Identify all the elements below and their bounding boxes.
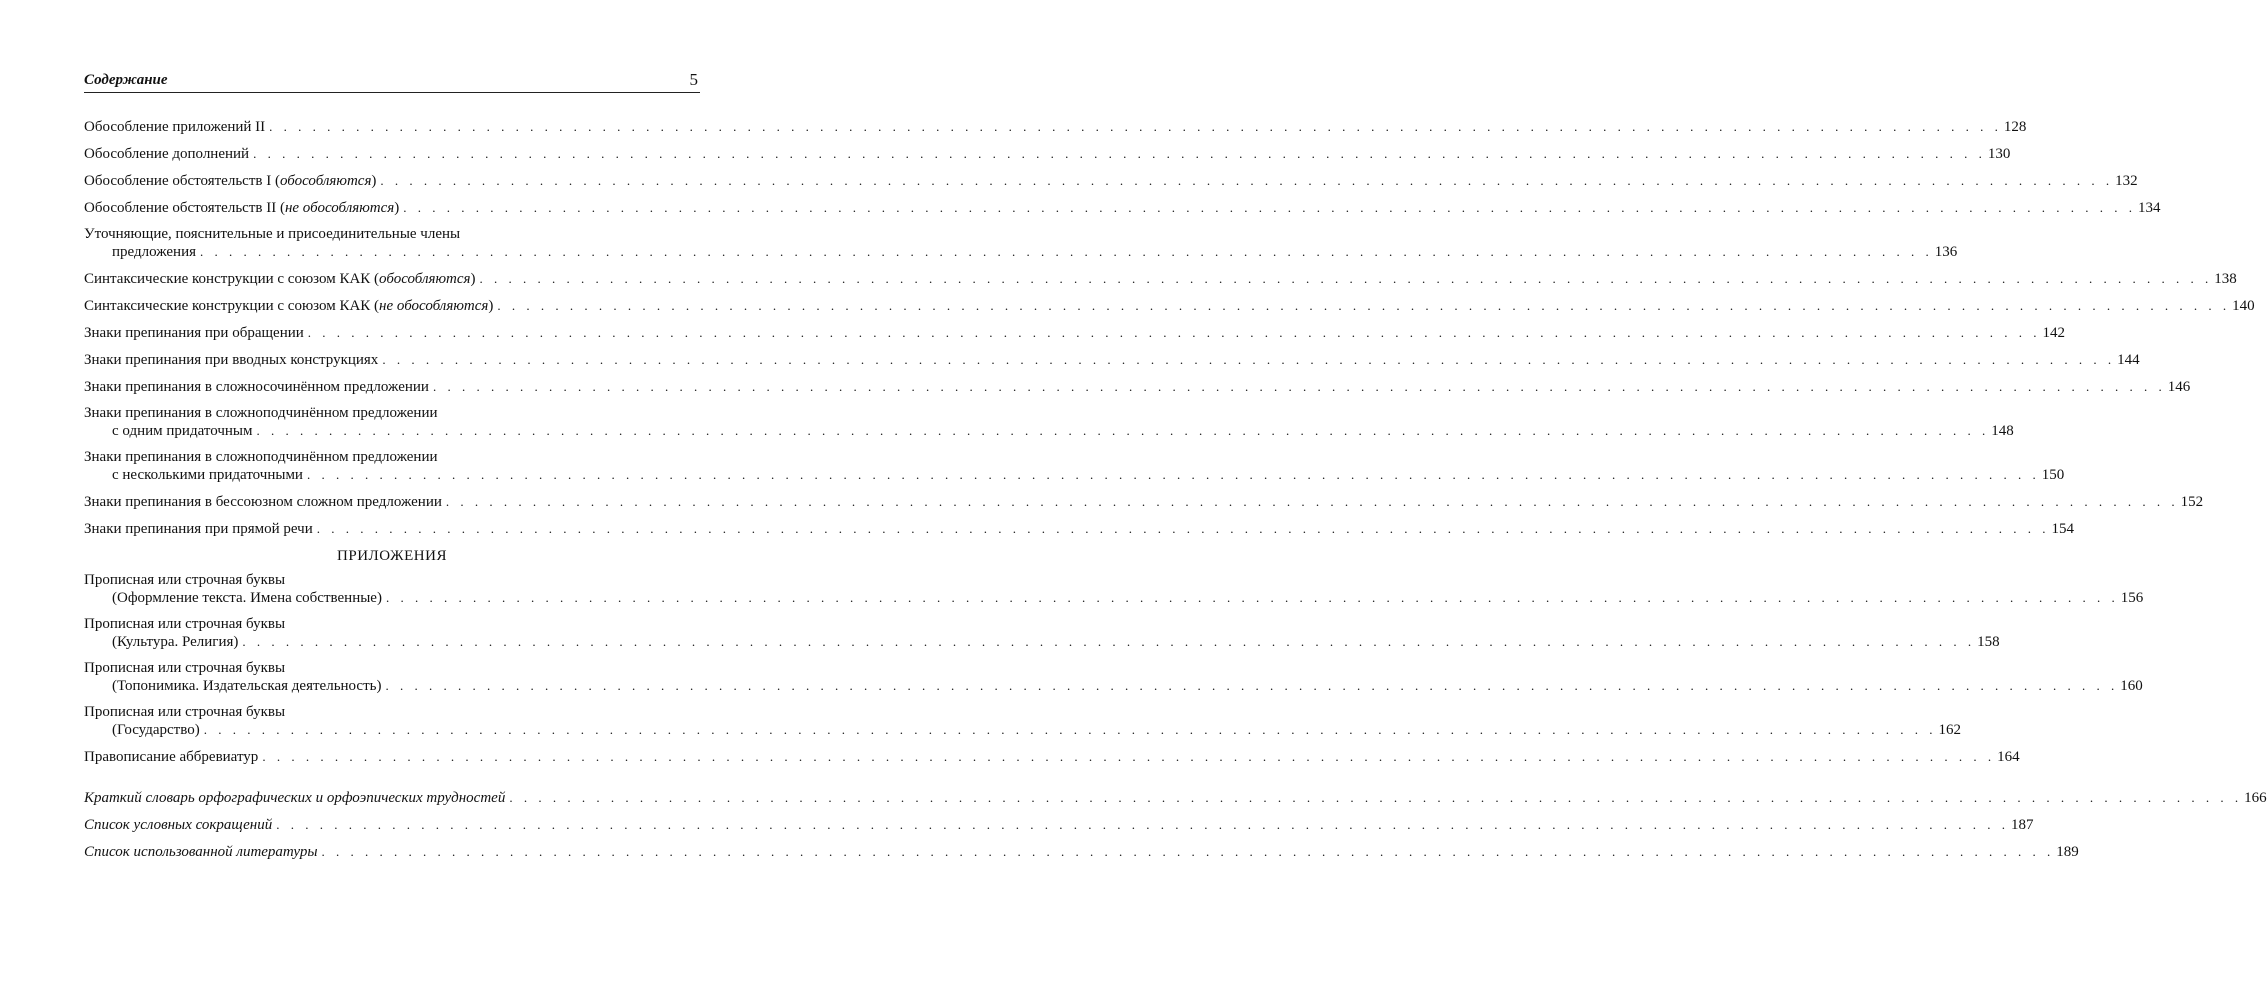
- title-emphasis: обособляются: [279, 173, 372, 189]
- toc-entry-title: Знаки препинания в сложносочинённом предложении: [84, 379, 429, 395]
- toc-entry-page: 130: [1987, 146, 2011, 162]
- toc-entry-title: Прописная или строчная буквы: [84, 660, 286, 676]
- header-page-number: 5: [689, 70, 698, 89]
- toc-entry[interactable]: [84, 790, 2267, 806]
- title-suffix: ): [488, 298, 494, 314]
- leader-dots: . . . . . . . . . . . . . . . . . . . . . . . . . . . . . . . . . . . . . . . . . . . . . . . . . . . . . . . . . . . . . . . . . . . . . . . . . . . . . . . . . . . . . . . . . . . . . . . . . . . . . . . . . . . . . . . . . . . . . . . .: [200, 244, 1933, 259]
- toc-entry[interactable]: [84, 572, 2144, 606]
- toc-entry-title: Правописание аббревиатур: [84, 749, 259, 765]
- toc-entry[interactable]: [84, 146, 2011, 162]
- toc-entry-page: 189: [2056, 844, 2079, 860]
- toc-entry[interactable]: [84, 521, 2074, 537]
- toc-entry-page: 164: [1997, 749, 2020, 765]
- leader-dots: . . . . . . . . . . . . . . . . . . . . . . . . . . . . . . . . . . . . . . . . . . . . . . . . . . . . . . . . . . . . . . . . . . . . . . . . . . . . . . . . . . . . . . . . . . . . . . . . . . . . . . . . . . . . . . . . . . . . . . . .: [385, 678, 2119, 693]
- toc-entry-page: 136: [1934, 244, 1958, 260]
- toc-entry[interactable]: [84, 660, 2143, 694]
- toc-entry-page: 140: [2232, 298, 2255, 314]
- leader-dots: . . . . . . . . . . . . . . . . . . . . . . . . . . . . . . . . . . . . . . . . . . . . . . . . . . . . . . . . . . . . . . . . . . . . . . . . . . . . . . . . . . . . . . . . . . . . . . . . . . . . . . . . . . . . . . . . . . . . . . . .: [253, 146, 1986, 161]
- toc-entry-title-continued: (Топонимика. Издательская деятельность): [112, 678, 382, 694]
- toc-entry-title-continued: с одним придаточным: [112, 423, 253, 439]
- toc-entry-title: [84, 174, 376, 189]
- toc-entry-title: [84, 201, 399, 216]
- toc-entry[interactable]: [84, 704, 1961, 738]
- toc-entry-title: [84, 272, 476, 287]
- leader-dots: . . . . . . . . . . . . . . . . . . . . . . . . . . . . . . . . . . . . . . . . . . . . . . . . . . . . . . . . . . . . . . . . . . . . . . . . . . . . . . . . . . . . . . . . . . . . . . . . . . . . . . . . . . . . . . . . . . . . . . . .: [203, 722, 1937, 737]
- title-emphasis: не обособляются: [379, 298, 489, 314]
- title-prefix: Обособление обстоятельств II (: [84, 200, 285, 216]
- toc-entry-page: 138: [2214, 271, 2237, 287]
- leader-dots: . . . . . . . . . . . . . . . . . . . . . . . . . . . . . . . . . . . . . . . . . . . . . . . . . . . . . . . . . . . . . . . . . . . . . . . . . . . . . . . . . . . . . . . . . . . . . . . . . . . . . . . . . . . . . . . . . . . . . . . .: [445, 494, 2179, 509]
- toc-entry[interactable]: [84, 352, 2140, 368]
- leader-dots: . . . . . . . . . . . . . . . . . . . . . . . . . . . . . . . . . . . . . . . . . . . . . . . . . . . . . . . . . . . . . . . . . . . . . . . . . . . . . . . . . . . . . . . . . . . . . . . . . . . . . . . . . . . . . . . . . . . . . . . .: [321, 844, 2055, 859]
- running-header: [84, 70, 700, 93]
- toc-entry-page: 144: [2117, 352, 2140, 368]
- toc-entry[interactable]: [84, 298, 2255, 314]
- toc-entry-page: 142: [2042, 325, 2066, 341]
- toc-entry[interactable]: [84, 749, 2020, 765]
- toc-entry-title: Список условных сокращений: [84, 817, 273, 833]
- toc-entry-page: 160: [2120, 678, 2143, 694]
- leader-dots: . . . . . . . . . . . . . . . . . . . . . . . . . . . . . . . . . . . . . . . . . . . . . . . . . . . . . . . . . . . . . . . . . . . . . . . . . . . . . . . . . . . . . . . . . . . . . . . . . . . . . . . . . . . . . . . . . . . . . . . .: [242, 634, 1976, 649]
- toc-entry-page: 162: [1938, 722, 1961, 738]
- header-title: Содержание: [84, 72, 168, 88]
- toc-entry-title: Прописная или строчная буквы: [84, 704, 286, 720]
- title-suffix: ): [371, 173, 377, 189]
- toc-entry-page: 128: [2003, 119, 2027, 135]
- toc-entry-title: Знаки препинания в сложноподчинённом предложении: [84, 449, 438, 465]
- toc-entry-page: 187: [2010, 817, 2034, 833]
- title-prefix: Синтаксические конструкции с союзом КАК (: [84, 271, 380, 287]
- title-suffix: ): [470, 271, 476, 287]
- title-prefix: Синтаксические конструкции с союзом КАК (: [84, 298, 380, 314]
- leader-dots: . . . . . . . . . . . . . . . . . . . . . . . . . . . . . . . . . . . . . . . . . . . . . . . . . . . . . . . . . . . . . . . . . . . . . . . . . . . . . . . . . . . . . . . . . . . . . . . . . . . . . . . . . . . . . . . . . . . . . . . .: [262, 749, 1996, 764]
- toc-entry-page: 158: [1977, 634, 2000, 650]
- toc-entry-title: Краткий словарь орфографических и орфоэпических трудностей: [84, 790, 506, 806]
- toc-entry-title: Обособление дополнений: [84, 146, 250, 162]
- toc-entry[interactable]: [84, 271, 2237, 287]
- leader-dots: . . . . . . . . . . . . . . . . . . . . . . . . . . . . . . . . . . . . . . . . . . . . . . . . . . . . . . . . . . . . . . . . . . . . . . . . . . . . . . . . . . . . . . . . . . . . . . . . . . . . . . . . . . . . . . . . . . . . . . . .: [382, 352, 2116, 367]
- toc-entry-title-continued: (Государство): [112, 722, 200, 738]
- toc-entry[interactable]: [84, 200, 2161, 216]
- section-heading: ПРИЛОЖЕНИЯ: [337, 548, 447, 564]
- toc-entry-page: 152: [2180, 494, 2204, 510]
- toc-entry[interactable]: [84, 405, 2014, 439]
- toc-entry-title-continued: (Оформление текста. Имена собственные): [112, 590, 382, 606]
- toc-entry[interactable]: [84, 449, 2065, 483]
- title-suffix: ): [394, 200, 400, 216]
- leader-dots: . . . . . . . . . . . . . . . . . . . . . . . . . . . . . . . . . . . . . . . . . . . . . . . . . . . . . . . . . . . . . . . . . . . . . . . . . . . . . . . . . . . . . . . . . . . . . . . . . . . . . . . . . . . . . . . . . . . . . . . .: [432, 379, 2166, 394]
- toc-entry-title-continued: предложения: [112, 244, 197, 260]
- leader-dots: . . . . . . . . . . . . . . . . . . . . . . . . . . . . . . . . . . . . . . . . . . . . . . . . . . . . . . . . . . . . . . . . . . . . . . . . . . . . . . . . . . . . . . . . . . . . . . . . . . . . . . . . . . . . . . . . . . . . . . . .: [385, 590, 2119, 605]
- toc-entry-page: 166: [2244, 790, 2267, 806]
- toc-entry-page: 134: [2138, 200, 2161, 216]
- leader-dots: . . . . . . . . . . . . . . . . . . . . . . . . . . . . . . . . . . . . . . . . . . . . . . . . . . . . . . . . . . . . . . . . . . . . . . . . . . . . . . . . . . . . . . . . . . . . . . . . . . . . . . . . . . . . . . . . . . . . . . . .: [497, 298, 2231, 313]
- toc-entry-title: Обособление приложений II: [84, 119, 266, 135]
- toc-entry-title-continued: (Культура. Религия): [112, 634, 239, 650]
- toc-entry[interactable]: [84, 379, 2191, 395]
- toc-entry[interactable]: [84, 817, 2034, 833]
- table-of-contents: [84, 119, 2267, 871]
- toc-entry-page: 132: [2115, 173, 2138, 189]
- toc-entry-title: Знаки препинания при прямой речи: [84, 521, 313, 537]
- toc-entry[interactable]: [84, 226, 1958, 260]
- toc-entry[interactable]: [84, 119, 2027, 135]
- title-prefix: Обособление обстоятельств I (: [84, 173, 280, 189]
- leader-dots: . . . . . . . . . . . . . . . . . . . . . . . . . . . . . . . . . . . . . . . . . . . . . . . . . . . . . . . . . . . . . . . . . . . . . . . . . . . . . . . . . . . . . . . . . . . . . . . . . . . . . . . . . . . . . . . . . . . . . . . .: [380, 173, 2114, 188]
- toc-entry-title: Знаки препинания при вводных конструкциях: [84, 352, 379, 368]
- leader-dots: . . . . . . . . . . . . . . . . . . . . . . . . . . . . . . . . . . . . . . . . . . . . . . . . . . . . . . . . . . . . . . . . . . . . . . . . . . . . . . . . . . . . . . . . . . . . . . . . . . . . . . . . . . . . . . . . . . . . . . . .: [509, 790, 2243, 805]
- toc-entry-title: Знаки препинания при обращении: [84, 325, 304, 341]
- toc-entry[interactable]: [84, 173, 2138, 189]
- title-emphasis: обособляются: [379, 271, 471, 287]
- toc-entry-page: 156: [2120, 590, 2144, 606]
- toc-entry-title: [84, 299, 493, 314]
- toc-entry[interactable]: [84, 325, 2066, 341]
- toc-entry-title: Знаки препинания в бессоюзном сложном предложении: [84, 494, 442, 510]
- toc-entry-page: 146: [2167, 379, 2191, 395]
- leader-dots: . . . . . . . . . . . . . . . . . . . . . . . . . . . . . . . . . . . . . . . . . . . . . . . . . . . . . . . . . . . . . . . . . . . . . . . . . . . . . . . . . . . . . . . . . . . . . . . . . . . . . . . . . . . . . . . . . . . . . . . .: [307, 325, 2041, 340]
- toc-entry[interactable]: [84, 494, 2204, 510]
- toc-entry-title: Прописная или строчная буквы: [84, 616, 286, 632]
- title-emphasis: не обособляются: [284, 200, 395, 216]
- leader-dots: . . . . . . . . . . . . . . . . . . . . . . . . . . . . . . . . . . . . . . . . . . . . . . . . . . . . . . . . . . . . . . . . . . . . . . . . . . . . . . . . . . . . . . . . . . . . . . . . . . . . . . . . . . . . . . . . . . . . . . . .: [269, 119, 2002, 134]
- leader-dots: . . . . . . . . . . . . . . . . . . . . . . . . . . . . . . . . . . . . . . . . . . . . . . . . . . . . . . . . . . . . . . . . . . . . . . . . . . . . . . . . . . . . . . . . . . . . . . . . . . . . . . . . . . . . . . . . . . . . . . . .: [276, 817, 2009, 832]
- toc-entry-title: Уточняющие, пояснительные и присоединительные члены: [84, 226, 461, 242]
- toc-entry-title: Прописная или строчная буквы: [84, 572, 286, 588]
- leader-dots: . . . . . . . . . . . . . . . . . . . . . . . . . . . . . . . . . . . . . . . . . . . . . . . . . . . . . . . . . . . . . . . . . . . . . . . . . . . . . . . . . . . . . . . . . . . . . . . . . . . . . . . . . . . . . . . . . . . . . . . .: [256, 423, 1990, 438]
- toc-entry-page: 154: [2051, 521, 2074, 537]
- leader-dots: . . . . . . . . . . . . . . . . . . . . . . . . . . . . . . . . . . . . . . . . . . . . . . . . . . . . . . . . . . . . . . . . . . . . . . . . . . . . . . . . . . . . . . . . . . . . . . . . . . . . . . . . . . . . . . . . . . . . . . . .: [479, 271, 2213, 286]
- leader-dots: . . . . . . . . . . . . . . . . . . . . . . . . . . . . . . . . . . . . . . . . . . . . . . . . . . . . . . . . . . . . . . . . . . . . . . . . . . . . . . . . . . . . . . . . . . . . . . . . . . . . . . . . . . . . . . . . . . . . . . . .: [403, 200, 2137, 215]
- leader-dots: . . . . . . . . . . . . . . . . . . . . . . . . . . . . . . . . . . . . . . . . . . . . . . . . . . . . . . . . . . . . . . . . . . . . . . . . . . . . . . . . . . . . . . . . . . . . . . . . . . . . . . . . . . . . . . . . . . . . . . . .: [316, 521, 2050, 536]
- toc-entry-page: 150: [2041, 467, 2065, 483]
- leader-dots: . . . . . . . . . . . . . . . . . . . . . . . . . . . . . . . . . . . . . . . . . . . . . . . . . . . . . . . . . . . . . . . . . . . . . . . . . . . . . . . . . . . . . . . . . . . . . . . . . . . . . . . . . . . . . . . . . . . . . . . .: [306, 467, 2040, 482]
- toc-entry-title: Знаки препинания в сложноподчинённом предложении: [84, 405, 438, 421]
- toc-entry[interactable]: [84, 616, 2000, 650]
- toc-entry-title-continued: с несколькими придаточными: [112, 467, 303, 483]
- toc-entry[interactable]: [84, 844, 2079, 860]
- toc-entry-title: Список использованной литературы: [84, 844, 318, 860]
- toc-entry-page: 148: [1991, 423, 2014, 439]
